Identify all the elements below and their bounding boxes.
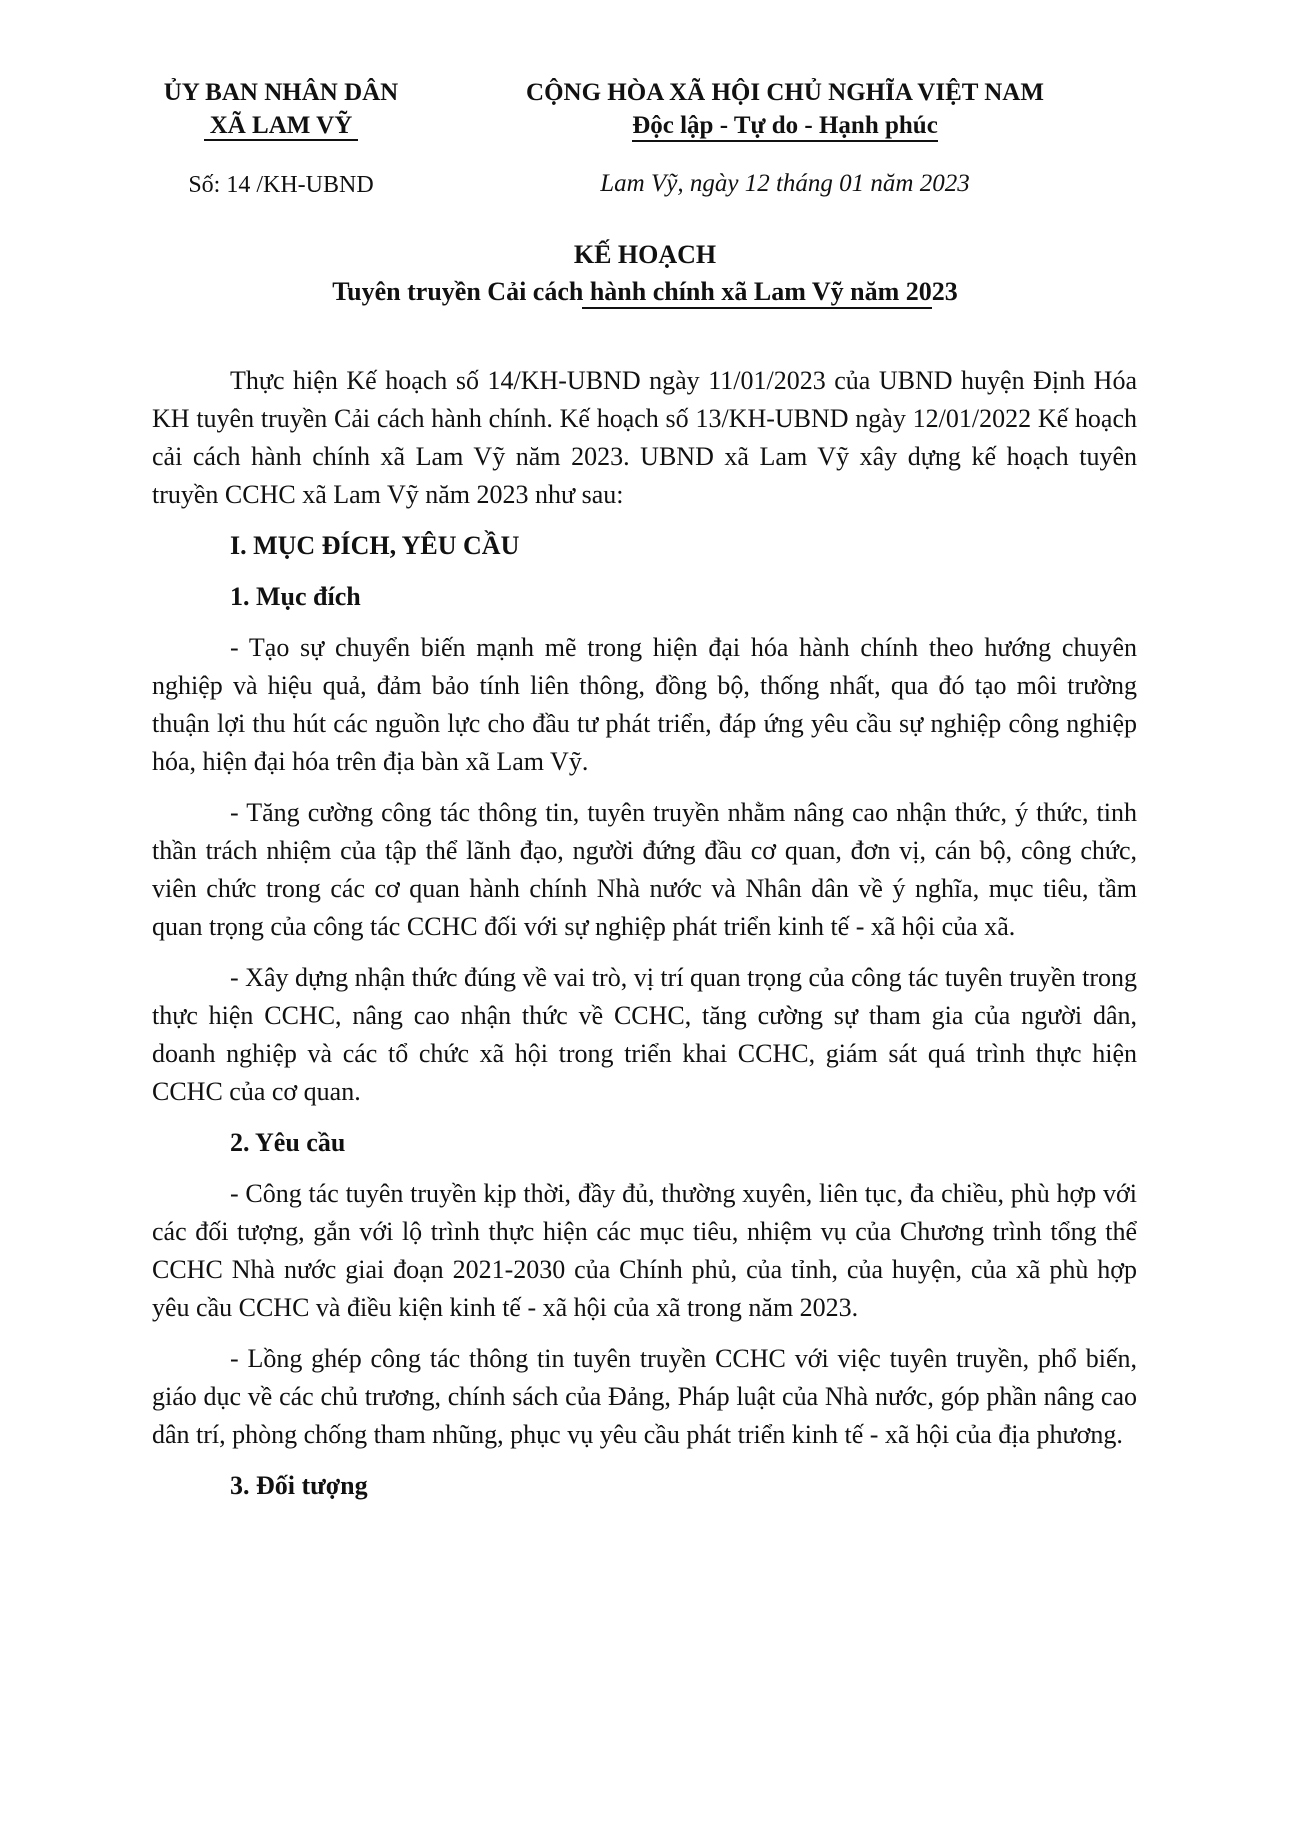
purpose-paragraph-3: - Xây dựng nhận thức đúng về vai trò, vị trí quan trọng của công tác tuyên truyền trong thực hiện CCHC, nâng cao nhận thức về CCHC, tăng cường sự tham gia của người dân, doanh nghiệp và các tổ chức xã hội trong triển khai CCHC, giám sát quá trình thực hiện CCHC của cơ quan. (152, 963, 1137, 1106)
agency-line-2: XÃ LAM VỸ (204, 113, 359, 141)
issuing-agency-block (130, 76, 432, 142)
title-main: KẾ HOẠCH (573, 240, 717, 269)
purpose-paragraph-2: - Tăng cường công tác thông tin, tuyên truyền nhằm nâng cao nhận thức, ý thức, tinh thần trách nhiệm của tập thể lãnh đạo, người đứng đầu cơ quan, đơn vị, cán bộ, công chức, viên chức trong các cơ quan hành chính Nhà nước và Nhân dân về ý nghĩa, mục tiêu, tầm quan trọng của công tác CCHC đối với sự nghiệp phát triển kinh tế - xã hội của xã. (152, 798, 1137, 941)
title-underline (582, 307, 932, 309)
purpose-paragraph-1: - Tạo sự chuyển biến mạnh mẽ trong hiện đại hóa hành chính theo hướng chuyên nghiệp và hiệu quả, đảm bảo tính liên thông, đồng bộ, thống nhất, qua đó tạo môi trường thuận lợi thu hút các nguồn lực cho đầu tư phát triển, đáp ứng yêu cầu sự nghiệp công nghiệp hóa, hiện đại hóa trên địa bàn xã Lam Vỹ. (152, 633, 1137, 776)
title-subtitle-wrap (332, 273, 958, 310)
section-1-heading: I. MỤC ĐÍCH, YÊU CẦU (230, 531, 520, 560)
national-motto-block (470, 76, 1100, 142)
document-body (152, 362, 1137, 1518)
agency-line-1: ỦY BAN NHÂN DÂN (163, 79, 399, 106)
country-name: CỘNG HÒA XÃ HỘI CHỦ NGHĨA VIỆT NAM (526, 79, 1044, 106)
place-and-date: Lam Vỹ, ngày 12 tháng 01 năm 2023 (600, 170, 970, 197)
subsection-audience-heading: 3. Đối tượng (230, 1471, 368, 1500)
requirements-paragraph-2: - Lồng ghép công tác thông tin tuyên truyền CCHC với việc tuyên truyền, phổ biến, giáo dục về các chủ trương, chính sách của Đảng, Pháp luật của Nhà nước, góp phần nâng cao dân trí, phòng chống tham nhũng, phục vụ yêu cầu phát triển kinh tế - xã hội của địa phương. (152, 1344, 1137, 1449)
national-motto: Độc lập - Tự do - Hạnh phúc (632, 112, 938, 142)
subsection-purpose-heading: 1. Mục đích (230, 582, 361, 611)
title-subtitle: Tuyên truyền Cải cách hành chính xã Lam Vỹ năm 2023 (332, 277, 958, 306)
document-number: Số: 14 /KH-UBND (188, 172, 374, 198)
document-title (150, 236, 1140, 310)
requirements-paragraph-1: - Công tác tuyên truyền kịp thời, đầy đủ, thường xuyên, liên tục, đa chiều, phù hợp với các đối tượng, gắn với lộ trình thực hiện các mục tiêu, nhiệm vụ của Chương trình tổng thể CCHC Nhà nước giai đoạn 2021-2030 của Chính phủ, của tỉnh, của huyện, của xã phù hợp yêu cầu CCHC và điều kiện kinh tế - xã hội của xã trong năm 2023. (152, 1179, 1137, 1322)
intro-paragraph: Thực hiện Kế hoạch số 14/KH-UBND ngày 11/01/2023 của UBND huyện Định Hóa KH tuyên truyền Cải cách hành chính. Kế hoạch số 13/KH-UBND ngày 12/01/2022 Kế hoạch cải cách hành chính xã Lam Vỹ năm 2023. UBND xã Lam Vỹ xây dựng kế hoạch tuyên truyền CCHC xã Lam Vỹ năm 2023 như sau: (152, 366, 1137, 509)
subsection-requirements-heading: 2. Yêu cầu (230, 1128, 346, 1157)
